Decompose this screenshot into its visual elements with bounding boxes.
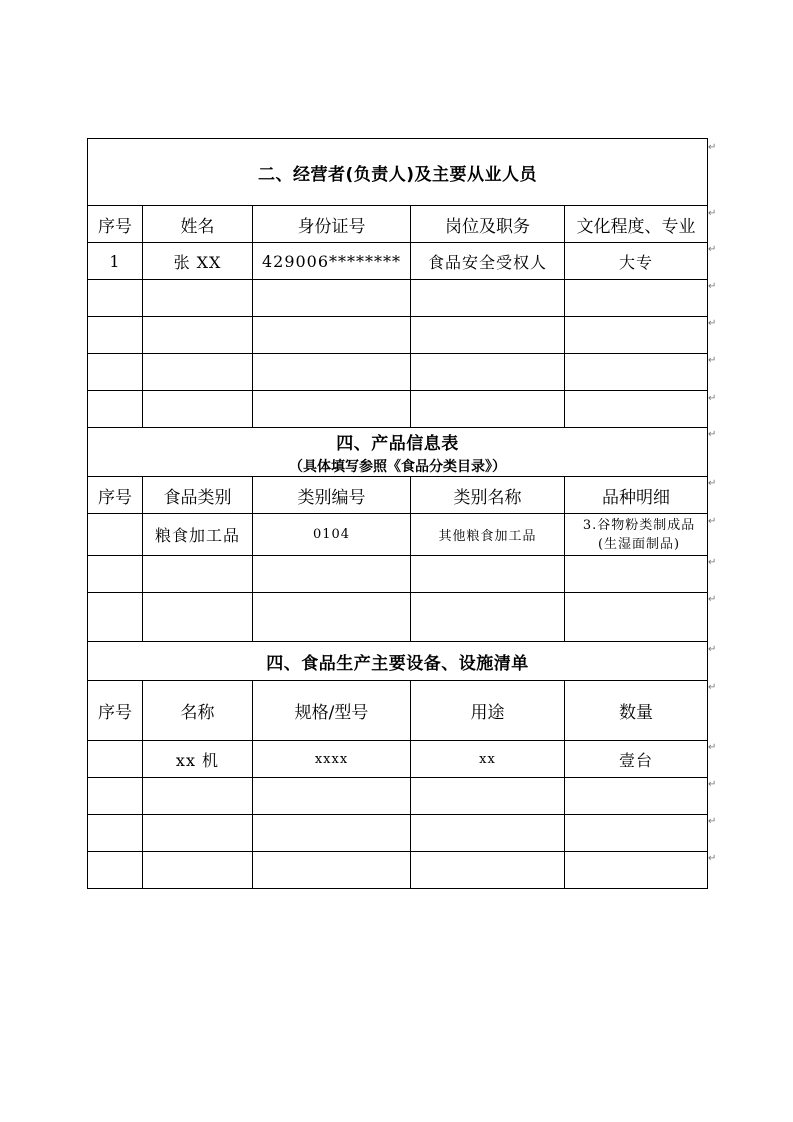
- header-category-name: 类别名称: [411, 477, 565, 514]
- paragraph-marks: [708, 0, 722, 1122]
- header-category-code: 类别编号: [253, 477, 411, 514]
- header-education: 文化程度、专业: [565, 206, 708, 243]
- paragraph-mark-icon: ↵: [708, 142, 717, 153]
- header-position: 岗位及职务: [411, 206, 565, 243]
- table-row: [88, 243, 708, 280]
- paragraph-mark-icon: ↵: [708, 742, 717, 753]
- table-row: [88, 778, 708, 815]
- paragraph-mark-icon: ↵: [708, 355, 717, 366]
- paragraph-mark-icon: ↵: [708, 208, 717, 219]
- table-row: [88, 317, 708, 354]
- header-no: 序号: [88, 206, 143, 243]
- table-row: [88, 741, 708, 778]
- paragraph-mark-icon: ↵: [708, 779, 717, 790]
- cell-variety-detail: [565, 514, 708, 556]
- paragraph-mark-icon: ↵: [708, 281, 717, 292]
- paragraph-mark-icon: ↵: [708, 429, 717, 440]
- paragraph-mark-icon: ↵: [708, 516, 717, 527]
- table-row: [88, 280, 708, 317]
- section1-title-row: [88, 139, 708, 206]
- header-id-number: 身份证号: [253, 206, 411, 243]
- header-name: 姓名: [143, 206, 253, 243]
- paragraph-mark-icon: ↵: [708, 594, 717, 605]
- paragraph-mark-icon: ↵: [708, 244, 717, 255]
- cell-category-code: 0104: [253, 514, 411, 556]
- cell-spec-model: xxxx: [253, 741, 411, 778]
- cell-no: [88, 514, 143, 556]
- table-row: [88, 391, 708, 428]
- paragraph-mark-icon: ↵: [708, 478, 717, 489]
- section2-subtitle: （具体填写参照《食品分类目录》）: [289, 458, 507, 475]
- header-spec-model: 规格/型号: [253, 681, 411, 741]
- section3-header-row: [88, 681, 708, 741]
- cell-usage: xx: [411, 741, 565, 778]
- table-row: [88, 815, 708, 852]
- variety-detail-line1: 3.谷物粉类制成品: [582, 517, 696, 533]
- cell-category-name: 其他粮食加工品: [411, 514, 565, 556]
- section2-title-row: [88, 428, 708, 477]
- cell-no: [88, 741, 143, 778]
- paragraph-mark-icon: ↵: [708, 644, 717, 655]
- header-no: 序号: [88, 681, 143, 741]
- table-row: [88, 852, 708, 889]
- header-usage: 用途: [411, 681, 565, 741]
- table-row: [88, 556, 708, 593]
- table-row: [88, 514, 708, 556]
- cell-equipment-name: xx 机: [143, 741, 253, 778]
- section2-title: 四、产品信息表: [336, 433, 459, 454]
- paragraph-mark-icon: ↵: [708, 816, 717, 827]
- cell-education: 大专: [565, 243, 708, 280]
- header-equipment-name: 名称: [143, 681, 253, 741]
- cell-id-number: 429006********: [253, 243, 411, 280]
- section1-title: 二、经营者(负责人)及主要从业人员: [258, 164, 538, 185]
- table-row: [88, 593, 708, 642]
- cell-position: 食品安全受权人: [411, 243, 565, 280]
- cell-food-category: 粮食加工品: [143, 514, 253, 556]
- paragraph-mark-icon: ↵: [708, 557, 717, 568]
- cell-no: 1: [88, 243, 143, 280]
- paragraph-mark-icon: ↵: [708, 318, 717, 329]
- section3-title: 四、食品生产主要设备、设施清单: [266, 653, 529, 674]
- registration-table: [87, 138, 708, 889]
- section3-title-row: [88, 642, 708, 681]
- cell-quantity: 壹台: [565, 741, 708, 778]
- paragraph-mark-icon: ↵: [708, 393, 717, 404]
- section2-header-row: [88, 477, 708, 514]
- header-variety-detail: 品种明细: [565, 477, 708, 514]
- table-row: [88, 354, 708, 391]
- header-quantity: 数量: [565, 681, 708, 741]
- paragraph-mark-icon: ↵: [708, 853, 717, 864]
- paragraph-mark-icon: ↵: [708, 682, 717, 693]
- variety-detail-line2: (生湿面制品): [597, 536, 681, 552]
- section1-header-row: [88, 206, 708, 243]
- header-no: 序号: [88, 477, 143, 514]
- header-food-category: 食品类别: [143, 477, 253, 514]
- cell-name: 张 XX: [143, 243, 253, 280]
